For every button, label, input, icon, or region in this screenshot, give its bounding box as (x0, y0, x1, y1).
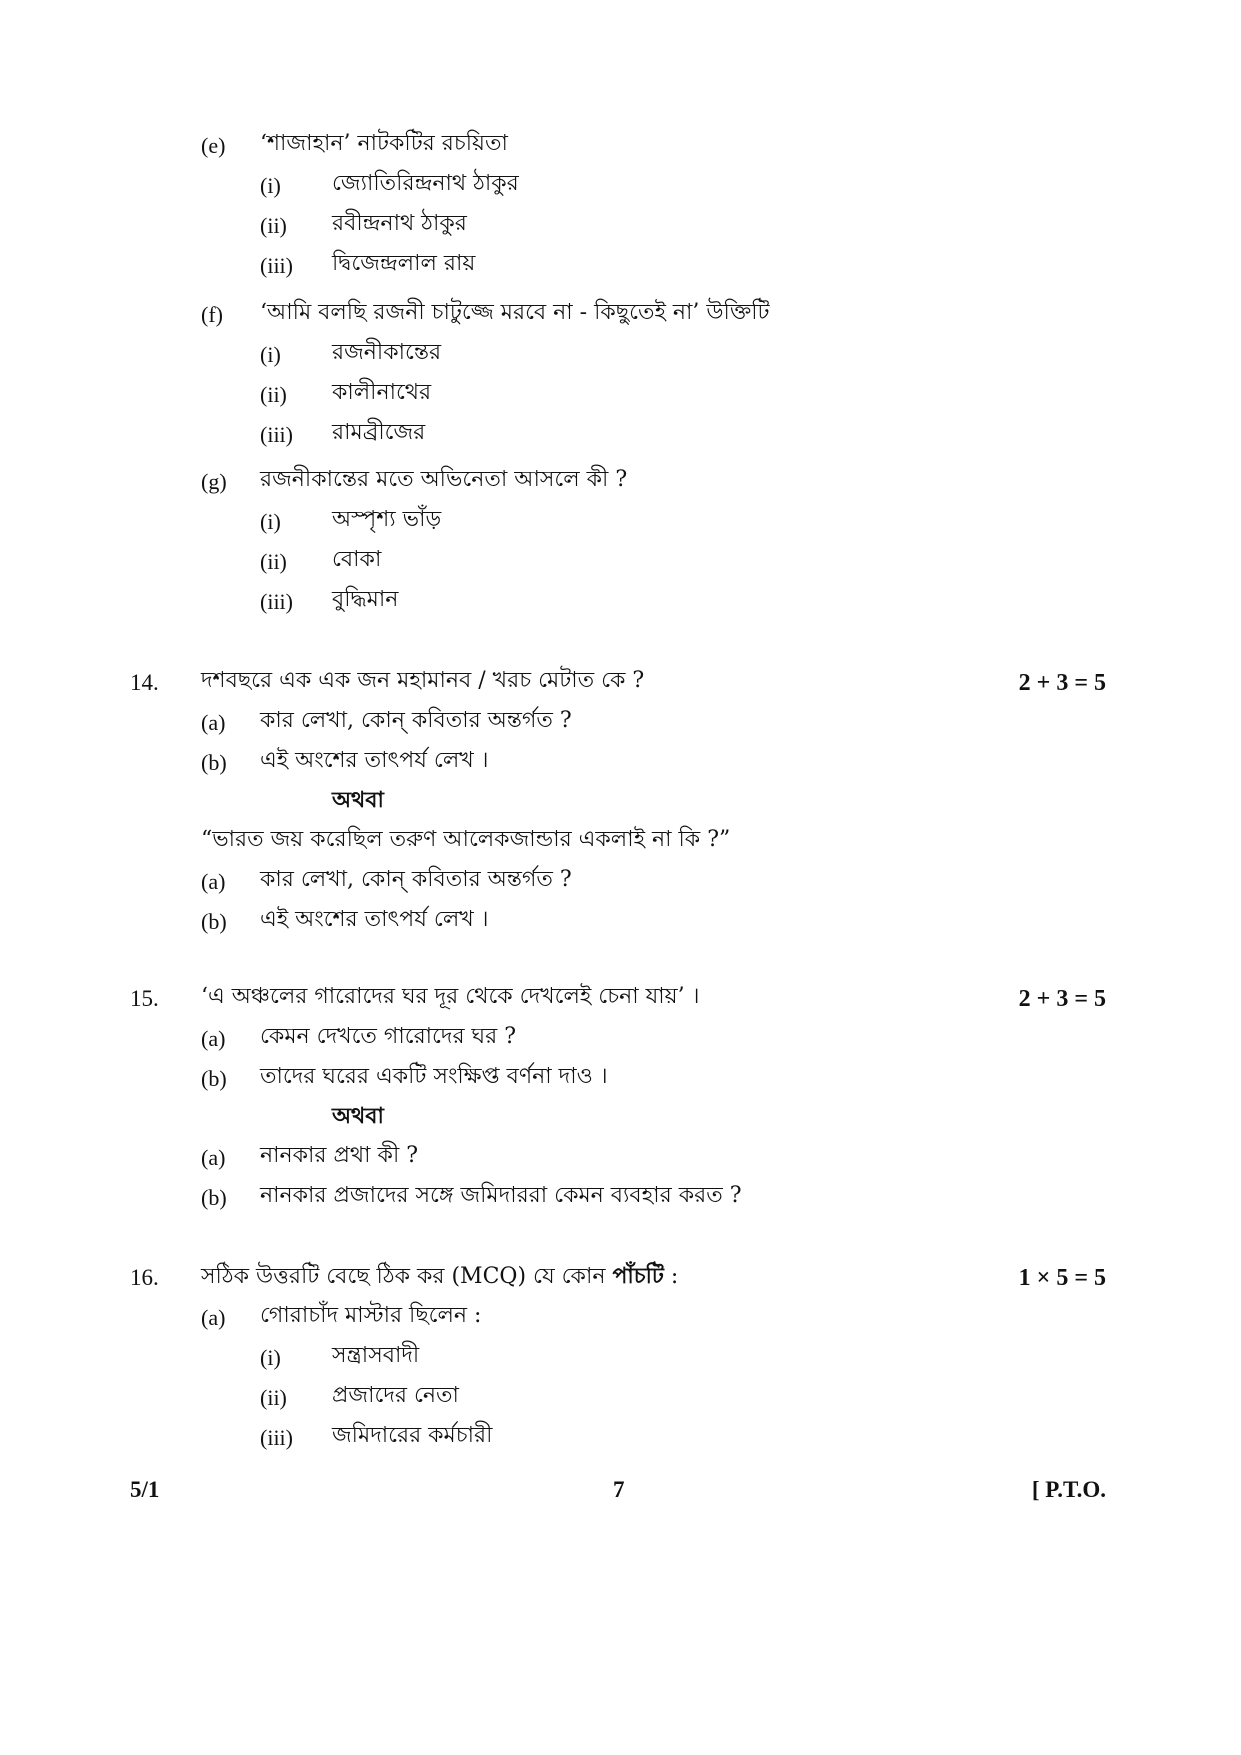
q14-part-text: কার লেখা, কোন্ কবিতার অন্তর্গত ? (260, 708, 572, 733)
q14-alt-part-label: (b) (201, 909, 227, 934)
q15-alt-part-label: (b) (201, 1185, 227, 1210)
q13f-label: (f) (201, 302, 223, 327)
q13g-option-text: অস্পৃশ্য ভাঁড় (332, 507, 442, 532)
q15-part-label: (a) (201, 1026, 226, 1051)
pto-marker: [ P.T.O. (1031, 1477, 1106, 1502)
q15-marks: 2 + 3 = 5 (1018, 986, 1106, 1012)
q16-text-bold: পাঁচটি (612, 1263, 664, 1289)
q13f-option-text: কালীনাথের (332, 380, 432, 405)
q14-alt-part-text: এই অংশের তাৎপর্য লেখ । (260, 907, 489, 932)
q13e-option-text: রবীন্দ্রনাথ ঠাকুর (332, 211, 467, 236)
q13f-option-label: (i) (260, 342, 281, 367)
q14-or: অথবা (332, 787, 384, 813)
q13f-option-text: রজনীকান্তের (332, 340, 442, 365)
q13e-option-label: (iii) (260, 253, 293, 278)
q15-part-text: তাদের ঘরের একটি সংক্ষিপ্ত বর্ণনা দাও । (260, 1064, 608, 1089)
q16a-option-text: জমিদারের কর্মচারী (332, 1423, 493, 1448)
q16a-option-label: (i) (260, 1345, 281, 1370)
q15-text: ‘এ অঞ্চলের গারোদের ঘর দূর থেকে দেখলেই চেনা যায়’ । (201, 984, 700, 1009)
q13e-option-text: জ্যোতিরিন্দ্রনাথ ঠাকুর (332, 171, 519, 196)
q15-part-label: (b) (201, 1066, 227, 1091)
q13f-option-label: (ii) (260, 382, 287, 407)
q16a-option-label: (iii) (260, 1425, 293, 1450)
q13e-label: (e) (201, 133, 226, 158)
q15-number: 15. (130, 986, 159, 1011)
q13f-text: ‘আমি বলছি রজনী চাটুজ্জে মরবে না - কিছুতেই না’ উক্তিটি (260, 300, 770, 325)
q15-part-text: কেমন দেখতে গারোদের ঘর ? (260, 1024, 517, 1049)
q13f-option-label: (iii) (260, 422, 293, 447)
q16-text-pre: সঠিক উত্তরটি বেছে ঠিক কর (MCQ) যে কোন (201, 1264, 613, 1289)
q14-marks: 2 + 3 = 5 (1018, 670, 1106, 696)
q16a-option-text: প্রজাদের নেতা (332, 1383, 459, 1408)
q13g-option-label: (ii) (260, 549, 287, 574)
q14-text: দশবছরে এক এক জন মহামানব / খরচ মেটাত কে ? (201, 668, 645, 693)
q16a-option-text: সন্ত্রাসবাদী (332, 1343, 420, 1368)
q14-part-label: (a) (201, 710, 226, 735)
q16-number: 16. (130, 1265, 159, 1290)
q13g-option-text: বোকা (332, 547, 382, 572)
q14-part-label: (b) (201, 750, 227, 775)
q16-marks: 1 × 5 = 5 (1018, 1265, 1106, 1291)
q14-part-text: এই অংশের তাৎপর্য লেখ । (260, 748, 489, 773)
q16a-option-label: (ii) (260, 1385, 287, 1410)
q16-text (201, 1262, 678, 1291)
q16a-label: (a) (201, 1305, 226, 1330)
q15-or: অথবা (332, 1103, 384, 1129)
q14-number: 14. (130, 670, 159, 695)
q13e-option-label: (i) (260, 173, 281, 198)
q13g-text: রজনীকান্তের মতে অভিনেতা আসলে কী ? (260, 467, 628, 492)
q15-alt-part-label: (a) (201, 1145, 226, 1170)
q13e-text: ‘শাজাহান’ নাটকটির রচয়িতা (260, 131, 508, 156)
q14-alt-part-text: কার লেখা, কোন্ কবিতার অন্তর্গত ? (260, 867, 572, 892)
q13f-option-text: রামব্রীজের (332, 420, 426, 445)
q13e-option-label: (ii) (260, 213, 287, 238)
q15-alt-part-text: নানকার প্রজাদের সঙ্গে জমিদাররা কেমন ব্যবহার করত ? (260, 1183, 742, 1208)
q13e-option-text: দ্বিজেন্দ্রলাল রায় (332, 251, 476, 276)
q13g-option-text: বুদ্ধিমান (332, 587, 399, 612)
q13g-option-label: (i) (260, 509, 281, 534)
q16a-text: গোরাচাঁদ মাস্টার ছিলেন : (260, 1303, 482, 1328)
paper-code: 5/1 (130, 1477, 160, 1502)
q13g-option-label: (iii) (260, 589, 293, 614)
q14-alt-text: “ভারত জয় করেছিল তরুণ আলেকজান্ডার একলাই না কি ?” (201, 827, 731, 852)
page-number: 7 (613, 1477, 625, 1502)
q15-alt-part-text: নানকার প্রথা কী ? (260, 1143, 419, 1168)
q13g-label: (g) (201, 469, 227, 494)
q16-text-post: : (663, 1264, 679, 1289)
q14-alt-part-label: (a) (201, 869, 226, 894)
